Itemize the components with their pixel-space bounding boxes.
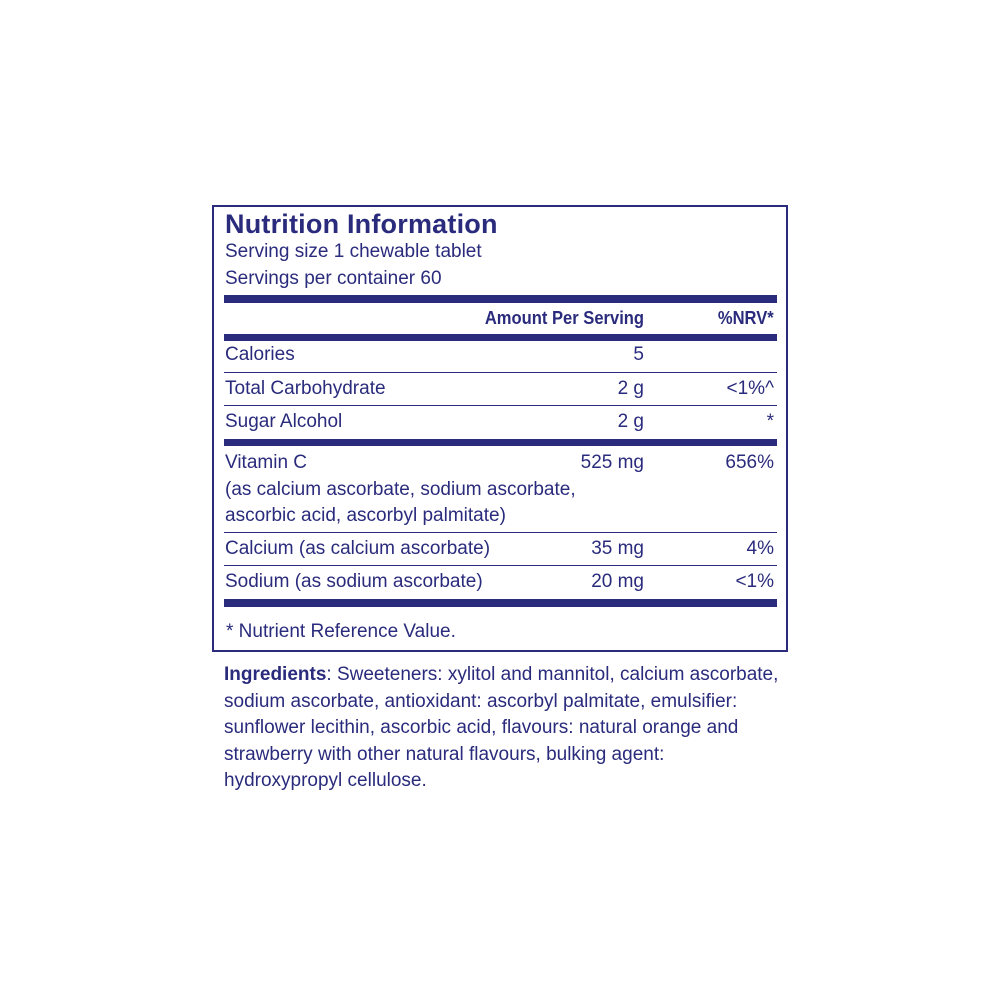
nutrient-nrv: <1%^	[726, 378, 774, 399]
nutrient-name: Vitamin C	[225, 452, 308, 473]
panel-title: Nutrition Information	[225, 209, 498, 239]
nutrient-amount: 2 g	[617, 378, 644, 399]
nrv-column-header: %NRV*	[718, 308, 774, 328]
amount-column-header: Amount Per Serving	[484, 308, 644, 328]
footnote: * Nutrient Reference Value.	[226, 621, 456, 642]
nutrient-amount: 5	[633, 344, 644, 365]
row-divider	[224, 405, 777, 406]
nutrient-nrv: 656%	[725, 452, 774, 473]
table-bottom-bar	[224, 599, 777, 607]
row-divider	[224, 565, 777, 566]
nutrient-nrv: *	[766, 411, 774, 432]
serving-size: Serving size 1 chewable tablet	[225, 241, 482, 262]
header-top-bar	[224, 295, 777, 303]
nutrient-amount: 525 mg	[580, 452, 644, 473]
ingredients-label: Ingredients	[224, 664, 327, 685]
row-divider	[224, 532, 777, 533]
nutrient-nrv: 4%	[746, 538, 774, 559]
nutrition-panel	[212, 205, 788, 652]
nutrient-detail: (as calcium ascorbate, sodium ascorbate,	[225, 479, 576, 500]
nutrient-name: Sugar Alcohol	[225, 411, 343, 432]
nutrient-amount: 2 g	[617, 411, 644, 432]
nutrient-nrv: <1%	[735, 571, 774, 592]
nutrient-name: Total Carbohydrate	[225, 378, 386, 399]
nutrient-detail: ascorbic acid, ascorbyl palmitate)	[225, 505, 506, 526]
section-bar	[224, 439, 777, 446]
nutrient-amount: 20 mg	[591, 571, 644, 592]
nutrient-name: Calories	[225, 344, 295, 365]
nutrient-name: Calcium (as calcium ascorbate)	[225, 538, 491, 559]
ingredients-paragraph	[224, 662, 784, 795]
header-bottom-bar	[224, 334, 777, 341]
nutrient-name: Sodium (as sodium ascorbate)	[225, 571, 483, 592]
nutrient-amount: 35 mg	[591, 538, 644, 559]
servings-per-container: Servings per container 60	[225, 268, 442, 289]
ingredients-text: : Sweeteners: xylitol and mannitol, calcium ascorbate, sodium ascorbate, antioxidant: ascorbyl palmitate, emulsifier: sunflower lecithin, ascorbic acid, flavours: natural orange and strawberry with other natural flavours, bulking agent: hydroxypropyl cellulose.	[224, 664, 779, 791]
row-divider	[224, 372, 777, 373]
